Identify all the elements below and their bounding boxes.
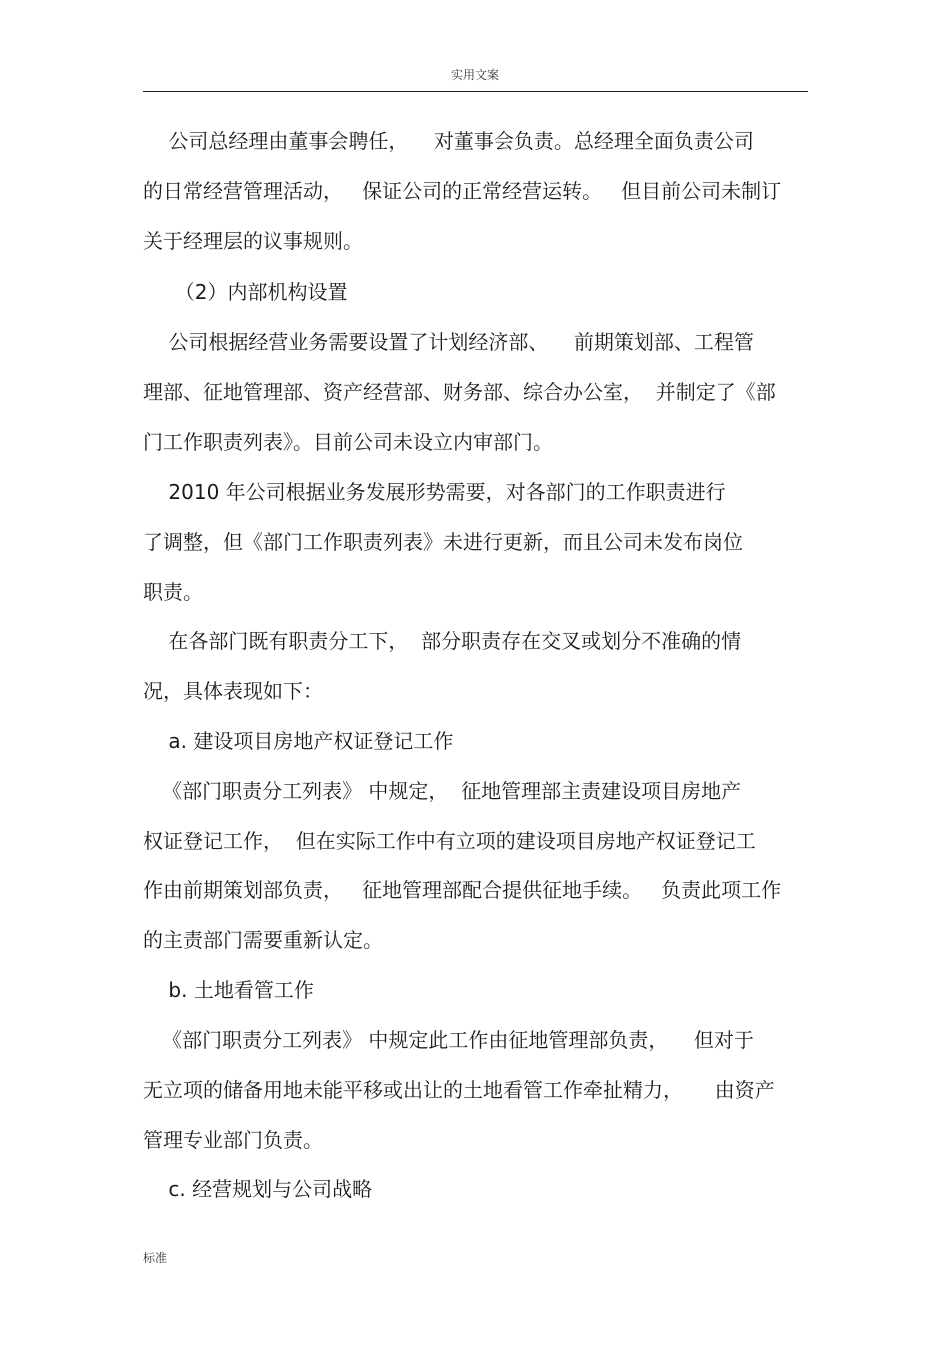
body-line: 公司总经理由董事会聘任， 对董事会负责。总经理全面负责公司 xyxy=(143,129,754,153)
body-line: 2010 年公司根据业务发展形势需要，对各部门的工作职责进行 xyxy=(143,480,726,504)
body-line: 管理专业部门负责。 xyxy=(143,1128,323,1152)
list-heading: c. 经营规划与公司战略 xyxy=(143,1177,373,1201)
body-line: 关于经理层的议事规则。 xyxy=(143,229,363,253)
body-line: 况，具体表现如下： xyxy=(143,679,323,703)
body-line: 理部、征地管理部、资产经营部、财务部、综合办公室， 并制定了《部 xyxy=(143,380,776,404)
body-line: 公司根据经营业务需要设置了计划经济部、 前期策划部、工程管 xyxy=(143,330,754,354)
body-line: 门工作职责列表》。目前公司未设立内审部门。 xyxy=(143,430,553,454)
header-divider xyxy=(143,91,808,92)
body-line: 职责。 xyxy=(143,580,203,604)
body-line: 的日常经营管理活动， 保证公司的正常经营运转。 但目前公司未制订 xyxy=(143,179,782,203)
page-footer-label: 标准 xyxy=(143,1251,168,1265)
body-line: 在各部门既有职责分工下， 部分职责存在交叉或划分不准确的情 xyxy=(143,629,742,653)
body-line: 权证登记工作， 但在实际工作中有立项的建设项目房地产权证登记工 xyxy=(143,829,756,853)
body-line: 《部门职责分工列表》 中规定此工作由征地管理部负责， 但对于 xyxy=(143,1028,754,1052)
list-heading: b. 土地看管工作 xyxy=(143,978,314,1002)
body-line: 《部门职责分工列表》 中规定， 征地管理部主责建设项目房地产 xyxy=(143,779,742,803)
body-line: 的主责部门需要重新认定。 xyxy=(143,928,383,952)
list-heading: a. 建设项目房地产权证登记工作 xyxy=(143,729,454,753)
section-heading: （2）内部机构设置 xyxy=(143,280,348,304)
body-line: 无立项的储备用地未能平移或出让的土地看管工作牵扯精力， 由资产 xyxy=(143,1078,775,1102)
body-line: 了调整，但《部门工作职责列表》未进行更新，而且公司未发布岗位 xyxy=(143,530,743,554)
body-line: 作由前期策划部负责， 征地管理部配合提供征地手续。 负责此项工作 xyxy=(143,878,782,902)
page-header-title: 实用文案 xyxy=(450,68,499,82)
